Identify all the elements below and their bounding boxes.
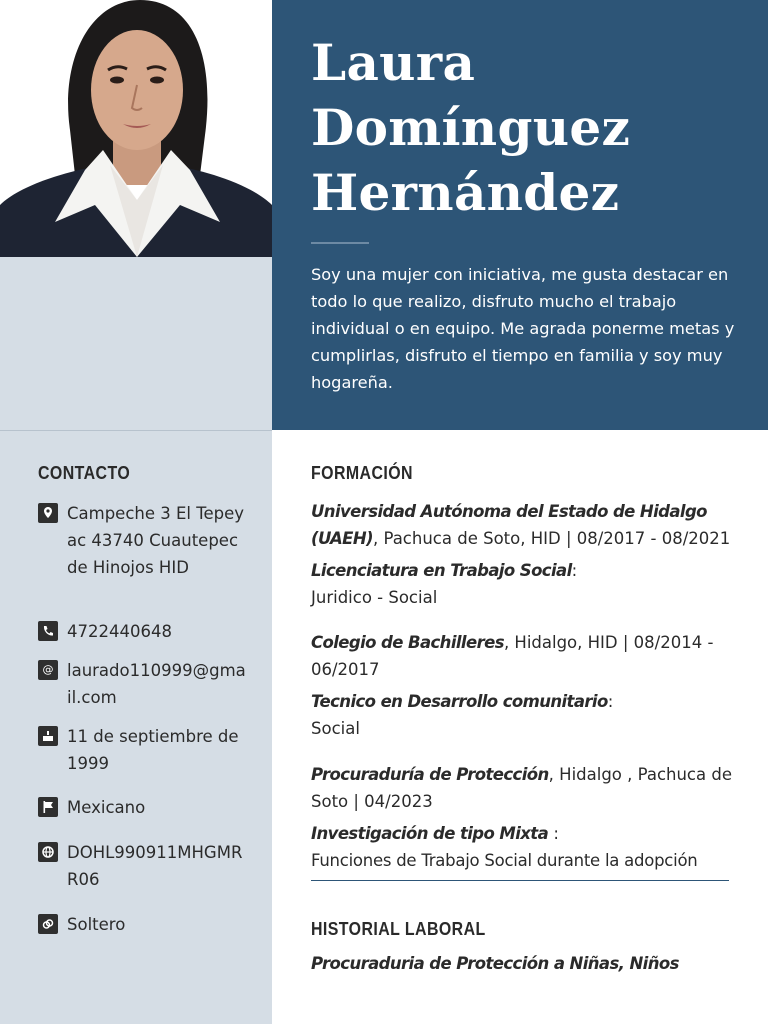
globe-icon	[38, 842, 58, 862]
employer-name: Procuraduria de Protección a Niñas, Niños	[311, 954, 679, 973]
email-icon: @	[38, 660, 58, 680]
work-entry	[311, 950, 736, 977]
contact-email-text[interactable]: laurado110999@gmail.com	[67, 661, 246, 707]
education-entry	[311, 761, 736, 874]
location-pin-icon	[38, 503, 58, 523]
education-entry	[311, 498, 736, 611]
flag-icon	[38, 797, 58, 817]
birthday-cake-icon	[38, 726, 58, 746]
degree-name: Licenciatura en Trabajo Social	[311, 561, 572, 580]
contact-birthdate-text: 11 de septiembre de 1999	[67, 727, 239, 773]
work-history-section-title: HISTORIAL LABORAL	[311, 918, 486, 939]
institution-name: Procuraduría de Protección	[311, 765, 549, 784]
name-line-middle: Domínguez	[311, 98, 631, 157]
education-degree	[311, 820, 736, 847]
degree-area: Funciones de Trabajo Social durante la adopción	[311, 851, 698, 870]
education-entry-heading	[311, 629, 736, 683]
institution-details: , Hidalgo , Pachuca de Soto | 04/2023	[311, 765, 732, 811]
profile-summary: Soy una mujer con iniciativa, me gusta destacar en todo lo que realizo, disfruto mucho el trabajo individual o en equipo. Me agrada ponerme metas y cumplirlas, disfruto el tiempo en familia y soy muy hogareña.	[311, 265, 735, 392]
contact-address-text: Campeche 3 El Tepeyac 43740 Cuautepec de Hinojos HID	[67, 504, 245, 577]
institution-name: Universidad Autónoma del Estado de Hidalgo (UAEH)	[311, 502, 707, 548]
section-divider	[311, 880, 729, 881]
contact-marital-status-text: Soltero	[67, 915, 126, 934]
header-panel	[272, 0, 768, 430]
name-line-last: Hernández	[311, 163, 620, 222]
rings-icon	[38, 914, 58, 934]
degree-separator: :	[607, 692, 614, 711]
contact-section-title: CONTACTO	[38, 462, 131, 483]
degree-separator: :	[548, 824, 559, 843]
name-line-first: Laura	[311, 33, 476, 92]
contact-phone-text[interactable]: 4722440648	[67, 622, 172, 641]
institution-name: Colegio de Bachilleres	[311, 633, 504, 652]
education-entry-heading	[311, 498, 736, 552]
education-degree	[311, 557, 736, 584]
degree-area: Social	[311, 719, 360, 738]
contact-curp-text: DOHL990911MHGMRR06	[67, 843, 243, 889]
institution-details: , Hidalgo, HID | 08/2014 - 06/2017	[311, 633, 714, 679]
phone-icon	[38, 621, 58, 641]
sidebar-divider	[0, 430, 272, 431]
person-name	[311, 30, 751, 225]
institution-details: , Pachuca de Soto, HID | 08/2017 - 08/2021	[373, 529, 731, 548]
accent-rule	[311, 242, 369, 244]
profile-photo	[0, 0, 272, 257]
degree-name: Investigación de tipo Mixta	[311, 824, 549, 843]
degree-area: Juridico - Social	[311, 588, 438, 607]
degree-name: Tecnico en Desarrollo comunitario	[311, 692, 608, 711]
contact-nationality-text: Mexicano	[67, 798, 146, 817]
education-entry	[311, 629, 736, 742]
education-entry-heading	[311, 761, 736, 815]
education-section-title: FORMACIÓN	[311, 462, 413, 483]
degree-separator: :	[571, 561, 578, 580]
education-degree	[311, 688, 736, 715]
